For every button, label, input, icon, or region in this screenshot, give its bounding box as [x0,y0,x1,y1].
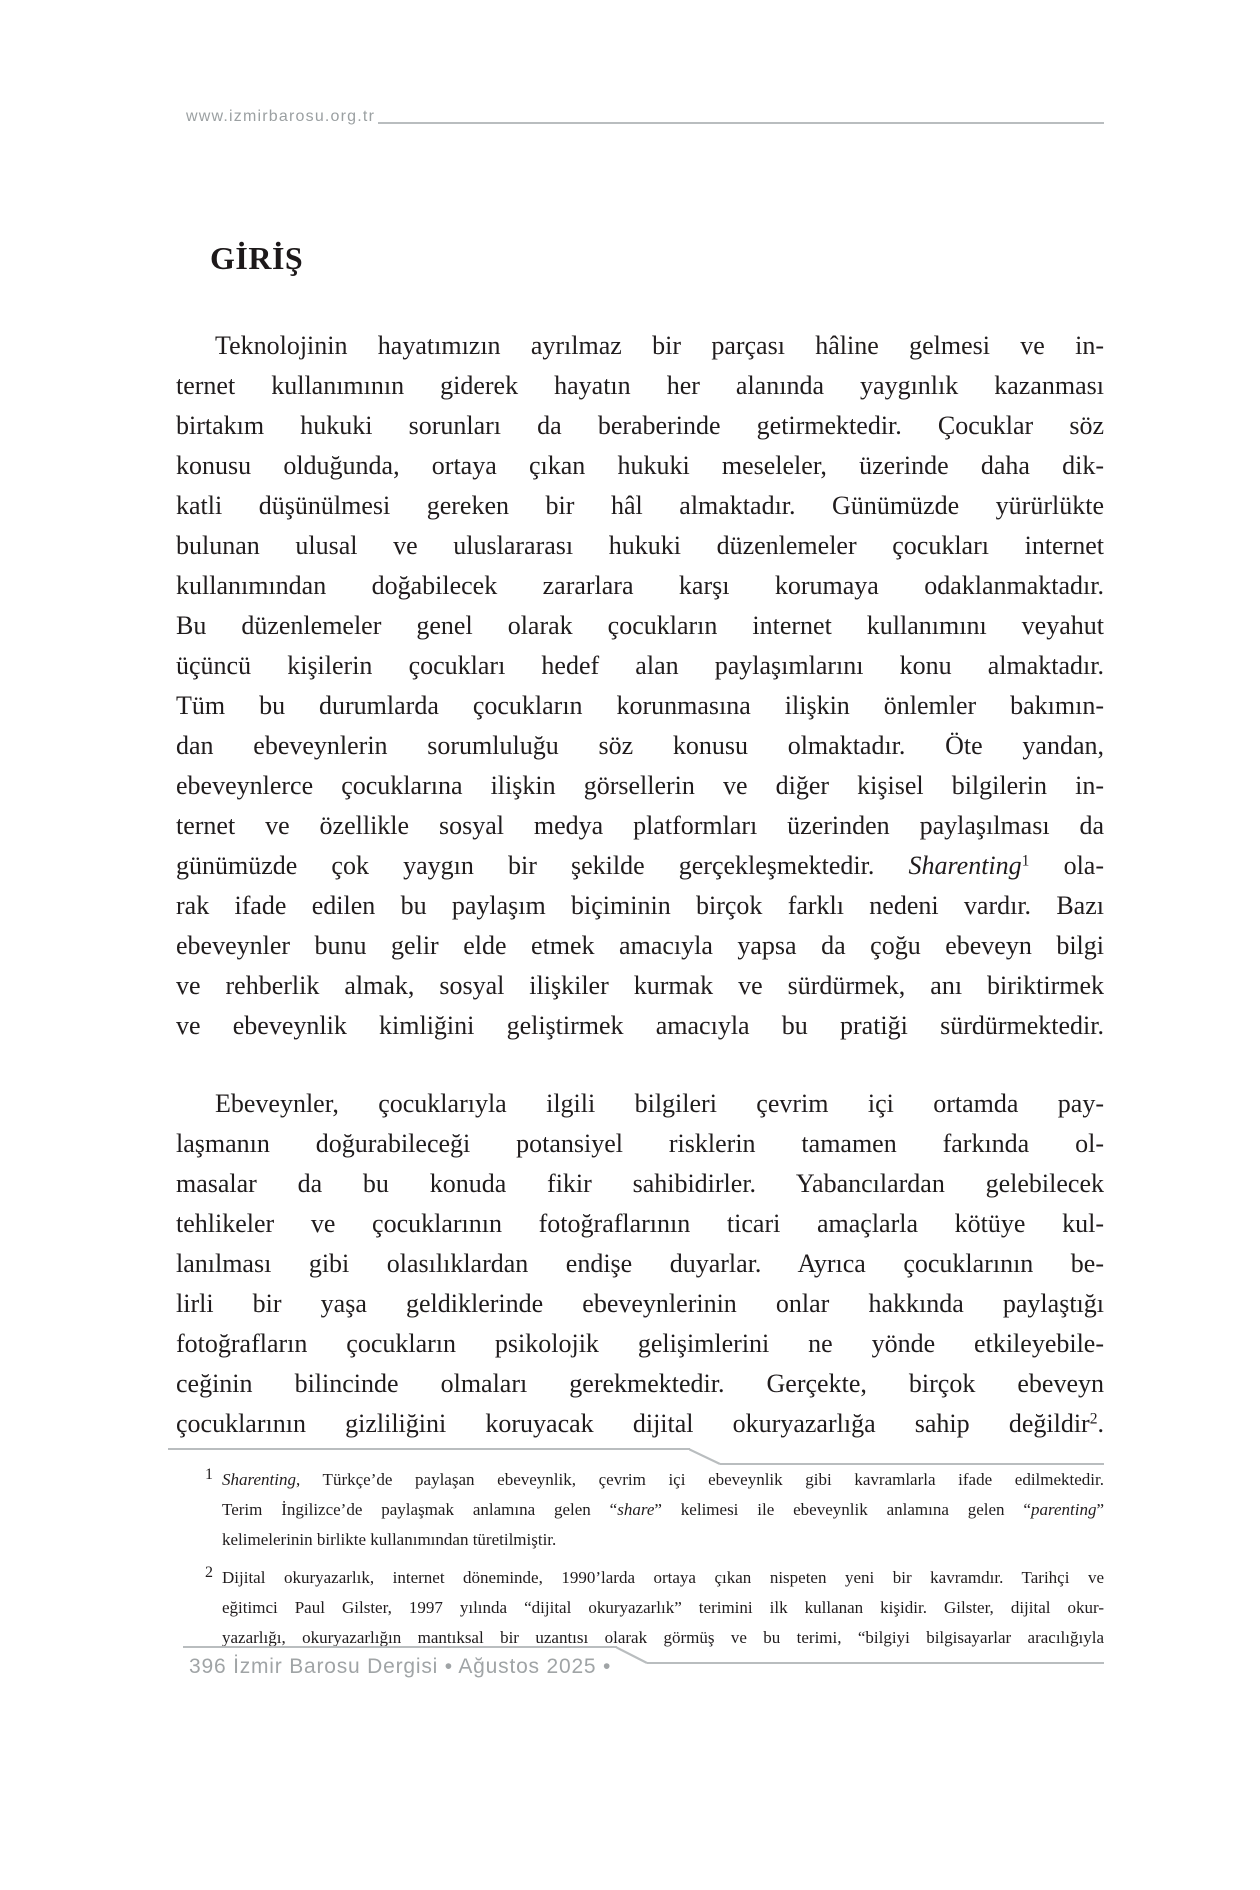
footer-text: 396 İzmir Barosu Dergisi • Ağustos 2025 • [189,1655,612,1678]
footer-lower-segment [647,1662,1104,1664]
text-line: dan ebeveynlerin sorumluluğu söz konusu olmaktadır. Öte yandan, [176,731,1104,760]
text-line: Teknolojinin hayatımızın ayrılmaz bir parçası hâline gelmesi ve in- [215,331,1104,360]
text-line: Dijital okuryazarlık, internet döneminde, 1990’larda ortaya çıkan nispeten yeni bir kavramdır. Tarihçi ve [222,1568,1104,1587]
footnote-2 [205,1563,1104,1653]
footnote-2-marker: 2 [205,1564,213,1581]
text-line: ternet ve özellikle sosyal medya platformları üzerinden paylaşılması da [176,811,1104,840]
footer-step-diagonal [616,1646,648,1666]
text-line: tehlikeler ve çocuklarının fotoğraflarının ticari amaçlarla kötüye kul- [176,1209,1104,1238]
text-line: günümüzde çok yaygın bir şekilde gerçekleşmektedir. Sharenting$^1$ ola- [176,851,1104,880]
text-line: katli düşünülmesi gereken bir hâl almaktadır. Günümüzde yürürlükte [176,491,1104,520]
section-title: GİRİŞ [210,240,304,276]
text-line: kelimelerinin birlikte kullanımından türetilmiştir. [222,1530,557,1549]
page-header [186,108,1104,126]
footnote-1 [205,1465,1104,1555]
text-line: ve rehberlik almak, sosyal ilişkiler kurmak ve sürdürmek, anı biriktirmek [176,971,1104,1000]
website-url: www.izmirbarosu.org.tr [186,108,376,125]
text-line: Terim İngilizce’de paylaşmak anlamına gelen “share” kelimesi ile ebeveynlik anlamına gelen “parenting” [222,1500,1105,1519]
text-line: ve ebeveynlik kimliğini geliştirmek amacıyla bu pratiği sürdürmektedir. [176,1011,1104,1040]
text-line: Bu düzenlemeler genel olarak çocukların internet kullanımını veyahut [176,611,1104,640]
page-footer [183,1646,1104,1679]
text-line: masalar da bu konuda fikir sahibidirler. Yabancılardan gelebilecek [176,1169,1104,1198]
footnote-1-text [222,1465,1104,1555]
text-line: ternet kullanımının giderek hayatın her alanında yaygınlık kazanması [176,371,1104,400]
body-paragraph-2 [176,1084,1104,1444]
text-line: lanılması gibi olasılıklardan endişe duyarlar. Ayrıca çocuklarının be- [176,1249,1104,1278]
text-line: kullanımından doğabilecek zararlara karşı korumaya odaklanmaktadır. [176,571,1104,600]
text-line: lirli bir yaşa geldiklerinde ebeveynlerinin onlar hakkında paylaştığı [176,1289,1104,1318]
text-line: ebeveynlerce çocuklarına ilişkin görsellerin ve diğer kişisel bilgilerin in- [176,771,1104,800]
text-line: Ebeveynler, çocuklarıyla ilgili bilgileri çevrim içi ortamda pay- [215,1089,1104,1118]
text-line: üçüncü kişilerin çocukları hedef alan paylaşımlarını konu almaktadır. [176,651,1104,680]
text-line: çocuklarının gizliliğini koruyacak dijital okuryazarlığa sahip değildir$^2$. [176,1409,1104,1438]
text-line: Tüm bu durumlarda çocukların korunmasına ilişkin önlemler bakımın- [176,691,1104,720]
body-paragraph-1 [176,326,1104,1046]
text-line: eğitimci Paul Gilster, 1997 yılında “dijital okuryazarlık” terimini ilk kullanan kişidir. Gilster, dijital okur- [222,1598,1104,1617]
text-line: yazarlığı, okuryazarlığın mantıksal bir uzantısı olarak görmüş ve bu terimi, “bilgiyi bilgisayarlar aracılığıyla [222,1628,1104,1647]
text-line: bulunan ulusal ve uluslararası hukuki düzenlemeler çocukları internet [176,531,1104,560]
text-line: laşmanın doğurabileceği potansiyel risklerin tamamen farkında ol- [176,1129,1104,1158]
text-line: birtakım hukuki sorunları da beraberinde getirmektedir. Çocuklar söz [176,411,1104,440]
footer-rule-over-text [183,1646,617,1679]
header-rule [378,122,1104,124]
text-line: ceğinin bilincinde olmaları gerekmektedir. Gerçekte, birçok ebeveyn [176,1369,1104,1398]
footnote-2-text [222,1563,1104,1653]
separator-upper-segment [168,1448,690,1450]
text-line: fotoğrafların çocukların psikolojik gelişimlerini ne yönde etkileyebile- [176,1329,1104,1358]
text-line: rak ifade edilen bu paylaşım biçiminin birçok farklı nedeni vardır. Bazı [176,891,1104,920]
text-line: ebeveynler bunu gelir elde etmek amacıyla yapsa da çoğu ebeveyn bilgi [176,931,1104,960]
text-line: Sharenting, Türkçe’de paylaşan ebeveynlik, çevrim içi ebeveynlik gibi kavramlarla ifade edilmektedir. [222,1470,1104,1489]
text-line: konusu olduğunda, ortaya çıkan hukuki meseleler, üzerinde daha dik- [176,451,1104,480]
footnote-1-marker: 1 [205,1466,213,1483]
